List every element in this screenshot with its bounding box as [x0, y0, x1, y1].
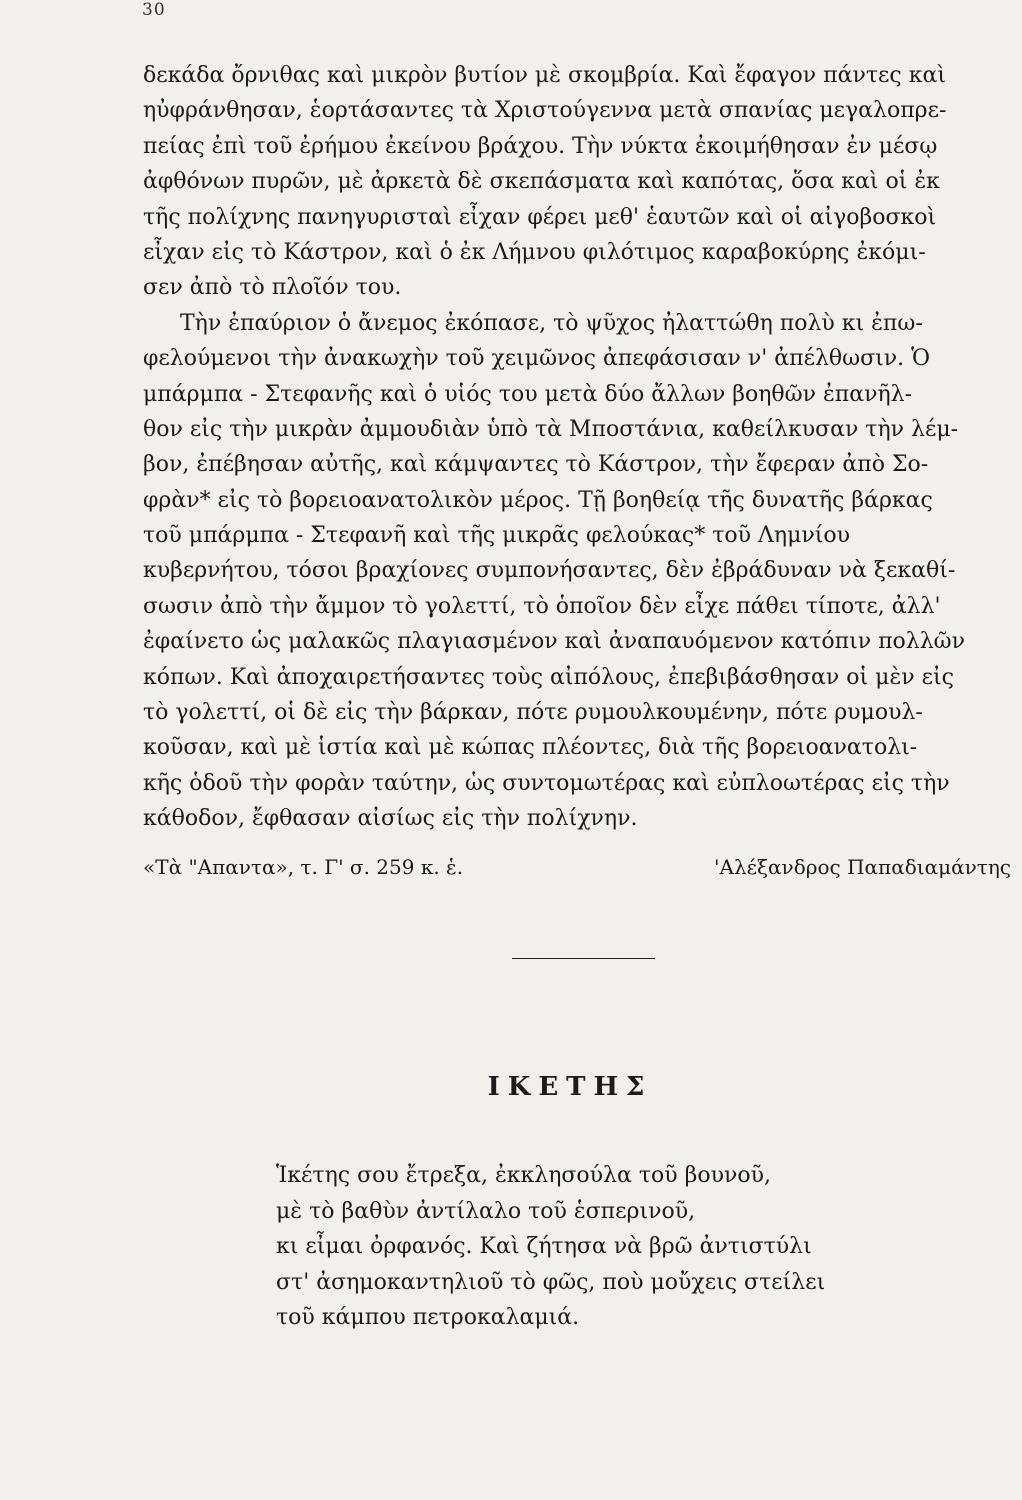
prose-line: κάθοδον, ἔφθασαν αἰσίως εἰς τὴν πολίχνην. [143, 806, 638, 832]
poem-verse: τοῦ κάμπου πετροκαλαμιά. [276, 1305, 580, 1330]
prose-line: κοῦσαν, καὶ μὲ ἱστία καὶ μὲ κώπας πλέοντες, διὰ τῆς βορειοανατολι- [143, 735, 918, 761]
prose-line: φρὰν* εἰς τὸ βορειοανατολικὸν μέρος. Τῇ βοηθείᾳ τῆς δυνατῆς βάρκας [143, 487, 933, 513]
prose-line: τοῦ μπάρμπα - Στεφανῆ καὶ τῆς μικρᾶς φελούκας* τοῦ Λημνίου [143, 523, 851, 549]
prose-line: ἐφαίνετο ὡς μαλακῶς πλαγιασμένον καὶ ἀναπαυόμενον κατόπιν πολλῶν [143, 629, 965, 655]
prose-line: ηὐφράνθησαν, ἑορτάσαντες τὰ Χριστούγεννα μετὰ σπανίας μεγαλοπρε- [143, 98, 947, 124]
poem-verse: στ' ἀσημοκαντηλιοῦ τὸ φῶς, ποὺ μοὔχεις στείλει [276, 1269, 826, 1295]
prose-line: σωσιν ἀπὸ τὴν ἄμμον τὸ γολεττί, τὸ ὁποῖον δὲν εἶχε πάθει τίποτε, ἀλλ' [143, 593, 941, 619]
prose-line: τῆς πολίχνης πανηγυρισταὶ εἶχαν φέρει μεθ' ἑαυτῶν καὶ οἱ αἰγοβοσκοὶ [143, 204, 937, 230]
poem-verse: μὲ τὸ βαθὺν ἀντίλαλο τοῦ ἑσπερινοῦ, [276, 1198, 696, 1224]
prose-line: σεν ἀπὸ τὸ πλοῖόν του. [143, 275, 402, 301]
poem-body [276, 1158, 825, 1336]
prose-line: κῆς ὁδοῦ τὴν φορὰν ταύτην, ὡς συντομωτέρας καὶ εὐπλοωτέρας εἰς τὴν [143, 770, 950, 796]
prose-line: βον, ἐπέβησαν αὐτῆς, καὶ κάμψαντες τὸ Κάστρον, τὴν ἔφεραν ἀπὸ Σο- [143, 452, 929, 478]
poem-title: ΙΚΕΤΗΣ [487, 1072, 653, 1102]
citation-row [143, 855, 1013, 879]
page-number: 30 [142, 0, 166, 20]
prose-line: κυβερνήτου, τόσοι βραχίονες συμπονήσαντες, δὲν ἐβράδυναν νὰ ξεκαθί- [143, 558, 956, 584]
prose-line: θον εἰς τὴν μικρὰν ἀμμουδιὰν ὑπὸ τὰ Μποστάνια, καθείλκυσαν τὴν λέμ- [143, 416, 959, 442]
citation-source: «Τὰ "Απαντα», τ. Γ' σ. 259 κ. ἑ. [143, 855, 464, 879]
prose-line: εἶχαν εἰς τὸ Κάστρον, καὶ ὁ ἐκ Λήμνου φιλότιμος καραβοκύρης ἐκόμι- [143, 239, 926, 265]
prose-line: κόπων. Καὶ ἀποχαιρετήσαντες τοὺς αἰπόλους, ἐπεβιβάσθησαν οἱ μὲν εἰς [143, 664, 954, 690]
section-divider [512, 958, 655, 959]
citation-author: 'Αλέξανδρος Παπαδιαμάντης [714, 855, 1011, 879]
prose-line: μπάρμπα - Στεφανῆς καὶ ὁ υἱός του μετὰ δύο ἄλλων βοηθῶν ἐπανῆλ- [143, 381, 913, 407]
prose-text [143, 58, 1013, 837]
prose-line: φελούμενοι τὴν ἀνακωχὴν τοῦ χειμῶνος ἀπεφάσισαν ν' ἀπέλθωσιν. Ὁ [143, 346, 931, 372]
prose-line: ἀφθόνων πυρῶν, μὲ ἀρκετὰ δὲ σκεπάσματα καὶ καπότας, ὅσα καὶ οἱ ἐκ [143, 169, 940, 195]
prose-line: δεκάδα ὄρνιθας καὶ μικρὸν βυτίον μὲ σκομβρία. Καὶ ἔφαγον πάντες καὶ [143, 63, 946, 88]
poem-verse: Ἱκέτης σου ἔτρεξα, ἐκκλησούλα τοῦ βουνοῦ, [276, 1163, 771, 1188]
prose-line: πείας ἐπὶ τοῦ ἐρήμου ἐκείνου βράχου. Τὴν νύκτα ἐκοιμήθησαν ἐν μέσῳ [143, 133, 938, 159]
prose-line: τὸ γολεττί, οἱ δὲ εἰς τὴν βάρκαν, πότε ρυμουλκουμένην, πότε ρυμουλ- [143, 700, 923, 726]
poem-verse: κι εἶμαι ὀρφανός. Καὶ ζήτησα νὰ βρῶ ἀντιστύλι [276, 1234, 812, 1259]
prose-line: Τὴν ἐπαύριον ὁ ἄνεμος ἐκόπασε, τὸ ψῦχος ἠλαττώθη πολὺ κι ἐπω- [180, 310, 923, 336]
